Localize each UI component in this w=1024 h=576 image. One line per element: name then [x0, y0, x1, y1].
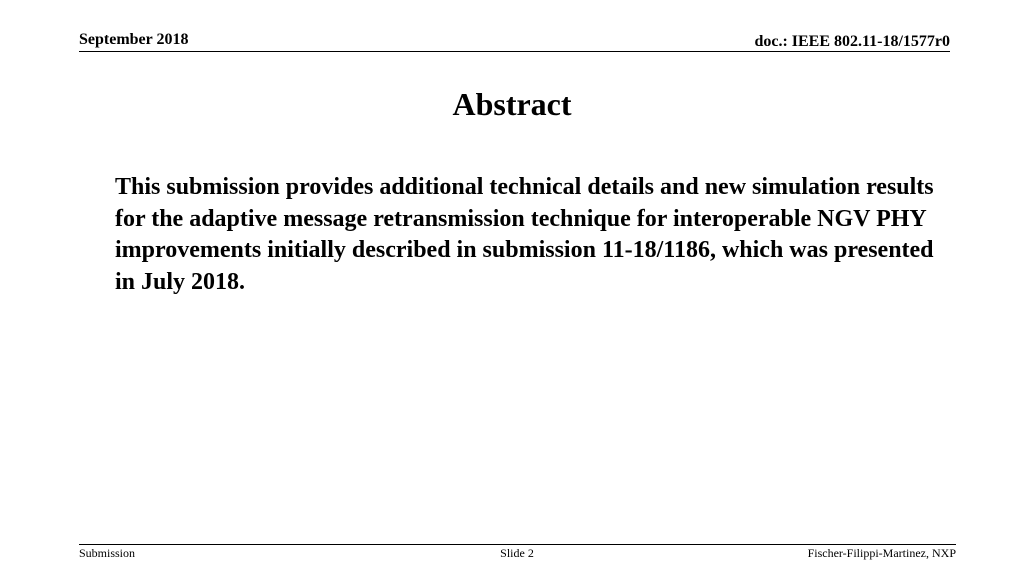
slide-title: Abstract	[452, 86, 572, 122]
abstract-text: This submission provides additional technical details and new simulation results for the adaptive message retransmission technique for interoperable NGV PHY improvements initially described in submission 11-18/1186, which was presented in July 2018.	[115, 174, 934, 295]
header-divider	[79, 51, 950, 52]
header-doc-id: doc.: IEEE 802.11-18/1577r0	[754, 33, 950, 50]
footer-authors: Fischer-Filippi-Martinez, NXP	[807, 546, 956, 560]
footer-slide-number: Slide 2	[500, 546, 534, 560]
footer-submission: Submission	[79, 546, 136, 560]
footer-divider	[79, 544, 956, 545]
header-date: September 2018	[79, 31, 189, 48]
